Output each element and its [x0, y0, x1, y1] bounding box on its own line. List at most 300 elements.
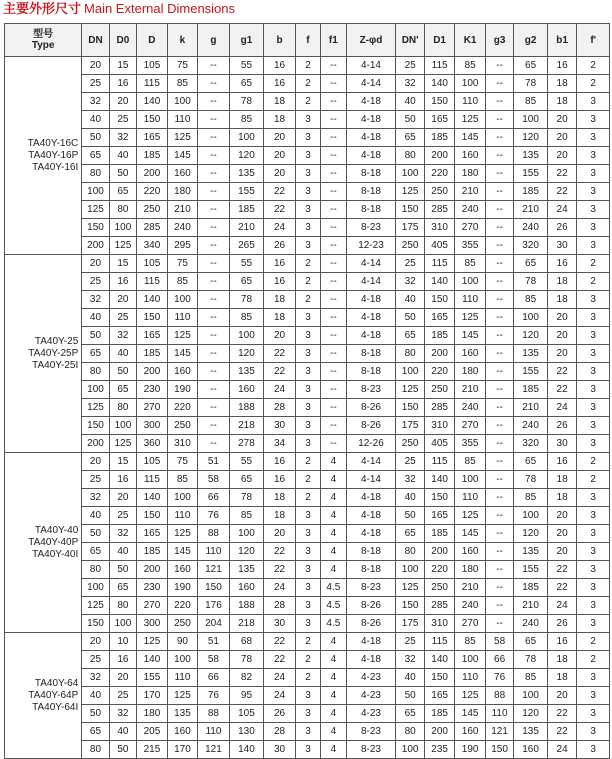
table-cell: 220 [424, 363, 455, 381]
table-cell: 145 [455, 525, 486, 543]
table-row [5, 741, 610, 759]
table-cell: 32 [396, 75, 424, 93]
table-cell: 165 [424, 111, 455, 129]
table-cell: 65 [229, 273, 264, 291]
table-cell: -- [485, 399, 513, 417]
table-cell: 180 [455, 561, 486, 579]
table-cell: -- [198, 183, 230, 201]
table-cell: 20 [264, 525, 296, 543]
table-cell: 135 [514, 723, 548, 741]
table-cell: 4-18 [346, 291, 396, 309]
table-cell: 66 [198, 669, 230, 687]
table-cell: 16 [109, 651, 136, 669]
table-cell: 188 [229, 399, 264, 417]
table-cell: 3 [295, 381, 320, 399]
table-cell: 4 [321, 507, 346, 525]
table-cell: 4.5 [321, 597, 346, 615]
table-cell: 140 [424, 471, 455, 489]
table-cell: 80 [82, 561, 109, 579]
table-cell: 2 [295, 669, 320, 687]
table-cell: -- [321, 219, 346, 237]
table-cell: 4.5 [321, 579, 346, 597]
table-cell: -- [198, 399, 230, 417]
table-cell: 3 [577, 129, 610, 147]
table-cell: 4 [321, 741, 346, 759]
table-cell: 190 [455, 741, 486, 759]
table-cell: 105 [137, 453, 168, 471]
table-cell: 32 [82, 669, 109, 687]
table-cell: 20 [82, 453, 109, 471]
table-cell: 65 [396, 327, 424, 345]
table-cell: 40 [82, 309, 109, 327]
table-cell: 250 [396, 237, 424, 255]
table-cell: 51 [198, 453, 230, 471]
table-cell: -- [485, 291, 513, 309]
table-cell: 40 [109, 345, 136, 363]
table-cell: 3 [577, 435, 610, 453]
table-cell: 4 [321, 471, 346, 489]
table-cell: -- [321, 381, 346, 399]
table-row [5, 705, 610, 723]
table-row [5, 75, 610, 93]
table-cell: 30 [547, 435, 576, 453]
table-cell: -- [198, 363, 230, 381]
table-cell: 270 [137, 597, 168, 615]
col-header: f1 [321, 24, 346, 57]
table-cell: 140 [137, 291, 168, 309]
table-cell: 80 [82, 363, 109, 381]
table-cell: 170 [137, 687, 168, 705]
table-cell: 2 [295, 255, 320, 273]
table-cell: 155 [229, 183, 264, 201]
table-row [5, 147, 610, 165]
table-cell: 78 [514, 273, 548, 291]
table-body [5, 57, 610, 759]
table-cell: 26 [547, 417, 576, 435]
table-cell: 100 [82, 183, 109, 201]
table-row [5, 273, 610, 291]
table-cell: 4-23 [346, 687, 396, 705]
table-cell: 160 [229, 579, 264, 597]
table-cell: 4-18 [346, 309, 396, 327]
table-cell: 4-23 [346, 705, 396, 723]
table-cell: -- [485, 597, 513, 615]
table-cell: 100 [109, 417, 136, 435]
table-cell: 150 [396, 597, 424, 615]
table-cell: 8-18 [346, 183, 396, 201]
table-cell: 3 [577, 165, 610, 183]
table-cell: 85 [167, 471, 198, 489]
table-cell: -- [485, 543, 513, 561]
model-group-cell [5, 633, 82, 759]
table-row [5, 471, 610, 489]
table-cell: 185 [514, 381, 548, 399]
table-cell: 3 [295, 741, 320, 759]
table-cell: 85 [514, 93, 548, 111]
table-cell: 25 [396, 453, 424, 471]
table-cell: 100 [396, 741, 424, 759]
table-cell: 285 [424, 597, 455, 615]
table-cell: 50 [396, 507, 424, 525]
table-cell: 3 [577, 345, 610, 363]
table-cell: 2 [295, 273, 320, 291]
table-cell: 4-18 [346, 111, 396, 129]
table-cell: 24 [264, 687, 296, 705]
table-cell: 25 [82, 651, 109, 669]
table-cell: 320 [514, 435, 548, 453]
table-cell: 100 [455, 75, 486, 93]
table-cell: 8-18 [346, 561, 396, 579]
table-cell: 3 [577, 381, 610, 399]
table-cell: -- [198, 381, 230, 399]
table-cell: -- [485, 435, 513, 453]
table-cell: 50 [82, 129, 109, 147]
table-cell: 3 [295, 147, 320, 165]
table-cell: 205 [137, 723, 168, 741]
table-cell: -- [198, 345, 230, 363]
table-cell: 250 [396, 435, 424, 453]
table-cell: 30 [264, 615, 296, 633]
table-cell: 3 [577, 237, 610, 255]
table-cell: 130 [229, 723, 264, 741]
table-cell: 160 [455, 543, 486, 561]
table-cell: 100 [396, 561, 424, 579]
table-row [5, 129, 610, 147]
table-cell: 25 [82, 75, 109, 93]
table-cell: 24 [264, 381, 296, 399]
table-cell: 240 [455, 201, 486, 219]
table-cell: 105 [137, 255, 168, 273]
model-name: TA40Y-25I [32, 359, 79, 371]
type-header [5, 24, 82, 57]
table-cell: -- [485, 111, 513, 129]
table-cell: 4 [321, 543, 346, 561]
table-cell: 65 [82, 147, 109, 165]
table-cell: 4-14 [346, 255, 396, 273]
table-row [5, 165, 610, 183]
table-cell: 26 [264, 705, 296, 723]
table-cell: 34 [264, 435, 296, 453]
table-cell: 185 [137, 543, 168, 561]
table-cell: 40 [82, 507, 109, 525]
table-cell: 80 [109, 399, 136, 417]
table-cell: 235 [424, 741, 455, 759]
table-cell: 20 [82, 57, 109, 75]
table-cell: -- [321, 57, 346, 75]
model-name: TA40Y-25 [34, 335, 79, 347]
table-cell: 16 [547, 255, 576, 273]
table-cell: 145 [167, 147, 198, 165]
table-cell: -- [198, 219, 230, 237]
table-cell: -- [485, 363, 513, 381]
table-cell: 300 [137, 615, 168, 633]
dimensions-table [4, 23, 610, 759]
table-cell: -- [485, 201, 513, 219]
table-cell: 140 [424, 75, 455, 93]
table-cell: 180 [167, 183, 198, 201]
table-cell: 185 [137, 147, 168, 165]
table-cell: 4 [321, 453, 346, 471]
table-cell: 110 [485, 705, 513, 723]
table-row [5, 669, 610, 687]
table-cell: 22 [547, 579, 576, 597]
model-name: TA40Y-64 [34, 677, 79, 689]
table-cell: 4 [321, 723, 346, 741]
table-cell: 3 [577, 363, 610, 381]
table-cell: 3 [295, 723, 320, 741]
table-cell: 16 [264, 57, 296, 75]
table-cell: 85 [514, 669, 548, 687]
table-cell: 20 [547, 543, 576, 561]
table-cell: 165 [137, 129, 168, 147]
page-title [3, 0, 235, 18]
table-cell: 18 [264, 309, 296, 327]
table-cell: 110 [455, 489, 486, 507]
table-cell: 4-23 [346, 669, 396, 687]
table-cell: 115 [137, 273, 168, 291]
table-cell: 160 [167, 723, 198, 741]
table-cell: 125 [167, 129, 198, 147]
table-cell: 110 [455, 291, 486, 309]
table-cell: 65 [109, 381, 136, 399]
table-cell: 4 [321, 633, 346, 651]
table-row [5, 93, 610, 111]
table-cell: 22 [547, 705, 576, 723]
table-cell: 3 [295, 237, 320, 255]
table-cell: 110 [198, 543, 230, 561]
table-cell: 310 [167, 435, 198, 453]
table-cell: 16 [109, 273, 136, 291]
table-row [5, 525, 610, 543]
table-cell: 175 [396, 219, 424, 237]
table-cell: 200 [82, 435, 109, 453]
title-english: Main External Dimensions [84, 1, 236, 16]
model-name: TA40Y-64P [28, 689, 79, 701]
table-cell: 140 [229, 741, 264, 759]
table-cell: 3 [577, 93, 610, 111]
table-row [5, 345, 610, 363]
table-cell: 4 [321, 687, 346, 705]
table-cell: 185 [424, 327, 455, 345]
table-cell: 285 [137, 219, 168, 237]
table-cell: 88 [198, 525, 230, 543]
table-cell: 3 [295, 579, 320, 597]
table-cell: 100 [167, 93, 198, 111]
table-cell: 15 [109, 57, 136, 75]
table-cell: 220 [424, 561, 455, 579]
table-cell: 3 [295, 615, 320, 633]
table-cell: 180 [455, 363, 486, 381]
table-cell: 220 [137, 183, 168, 201]
table-cell: 65 [109, 183, 136, 201]
table-cell: 176 [198, 597, 230, 615]
table-cell: 75 [167, 57, 198, 75]
table-cell: 25 [109, 507, 136, 525]
table-cell: 25 [396, 255, 424, 273]
table-cell: 150 [424, 93, 455, 111]
table-cell: 3 [295, 165, 320, 183]
table-cell: 22 [547, 183, 576, 201]
table-cell: 4-18 [346, 147, 396, 165]
table-cell: 190 [167, 579, 198, 597]
table-cell: 18 [547, 471, 576, 489]
table-cell: 125 [455, 111, 486, 129]
table-cell: -- [198, 255, 230, 273]
table-cell: -- [198, 273, 230, 291]
model-group-cell [5, 255, 82, 453]
table-cell: -- [485, 453, 513, 471]
table-cell: -- [198, 327, 230, 345]
table-cell: 22 [547, 561, 576, 579]
table-cell: -- [321, 399, 346, 417]
table-cell: 100 [514, 111, 548, 129]
table-cell: 4-18 [346, 633, 396, 651]
table-cell: 25 [396, 633, 424, 651]
table-cell: -- [321, 435, 346, 453]
table-cell: 65 [396, 129, 424, 147]
table-cell: 51 [198, 633, 230, 651]
table-row [5, 327, 610, 345]
table-cell: 3 [577, 183, 610, 201]
table-cell: 16 [109, 471, 136, 489]
table-cell: 125 [396, 183, 424, 201]
table-cell: 3 [295, 219, 320, 237]
table-row [5, 201, 610, 219]
table-cell: 3 [295, 201, 320, 219]
table-cell: -- [321, 363, 346, 381]
table-cell: 8-26 [346, 597, 396, 615]
table-cell: 175 [396, 417, 424, 435]
table-cell: 4 [321, 669, 346, 687]
table-cell: 58 [198, 651, 230, 669]
table-cell: 360 [137, 435, 168, 453]
table-cell: 78 [229, 489, 264, 507]
table-cell: 25 [109, 309, 136, 327]
model-name: TA40Y-40 [34, 524, 79, 536]
table-cell: 8-18 [346, 345, 396, 363]
table-row [5, 543, 610, 561]
table-cell: -- [198, 75, 230, 93]
title-chinese: 主要外形尺寸 [3, 2, 82, 17]
table-cell: 210 [167, 201, 198, 219]
table-cell: 100 [229, 525, 264, 543]
table-cell: -- [485, 183, 513, 201]
table-cell: 18 [264, 507, 296, 525]
table-cell: 85 [167, 273, 198, 291]
table-cell: 145 [167, 543, 198, 561]
table-cell: -- [485, 525, 513, 543]
table-row [5, 687, 610, 705]
table-cell: 140 [137, 93, 168, 111]
table-cell: 120 [229, 147, 264, 165]
table-cell: 88 [198, 705, 230, 723]
table-row [5, 255, 610, 273]
col-header: g2 [514, 24, 548, 57]
table-cell: 22 [547, 363, 576, 381]
table-cell: -- [198, 147, 230, 165]
table-cell: 32 [396, 651, 424, 669]
table-cell: 18 [547, 291, 576, 309]
table-cell: 100 [514, 507, 548, 525]
table-cell: -- [321, 93, 346, 111]
table-cell: 4-14 [346, 453, 396, 471]
table-cell: 24 [547, 741, 576, 759]
table-cell: 100 [229, 129, 264, 147]
table-cell: 100 [82, 381, 109, 399]
table-cell: 250 [424, 579, 455, 597]
table-row [5, 57, 610, 75]
table-cell: 185 [424, 525, 455, 543]
table-cell: 25 [396, 57, 424, 75]
table-cell: 32 [396, 471, 424, 489]
table-cell: 80 [396, 345, 424, 363]
table-cell: 22 [547, 723, 576, 741]
table-cell: 125 [167, 327, 198, 345]
table-cell: 3 [577, 201, 610, 219]
table-cell: 58 [198, 471, 230, 489]
table-cell: 210 [514, 597, 548, 615]
table-cell: 24 [264, 669, 296, 687]
col-header: k [167, 24, 198, 57]
table-cell: 80 [82, 741, 109, 759]
table-cell: 76 [198, 507, 230, 525]
table-cell: 165 [424, 309, 455, 327]
table-cell: 28 [264, 723, 296, 741]
table-cell: 155 [137, 669, 168, 687]
table-cell: 4-18 [346, 129, 396, 147]
table-cell: 3 [577, 489, 610, 507]
table-cell: 250 [424, 381, 455, 399]
table-cell: 88 [485, 687, 513, 705]
table-cell: 8-18 [346, 165, 396, 183]
table-row [5, 309, 610, 327]
table-cell: 4-14 [346, 57, 396, 75]
table-cell: 26 [547, 219, 576, 237]
table-cell: 85 [455, 453, 486, 471]
table-cell: 50 [82, 525, 109, 543]
table-cell: 110 [167, 507, 198, 525]
table-cell: -- [198, 57, 230, 75]
table-cell: 25 [82, 471, 109, 489]
table-cell: 18 [264, 291, 296, 309]
table-cell: 125 [396, 579, 424, 597]
table-cell: 4-18 [346, 507, 396, 525]
table-cell: 80 [109, 201, 136, 219]
type-header-en: Type [31, 40, 55, 51]
table-cell: 68 [229, 633, 264, 651]
table-cell: 55 [229, 57, 264, 75]
table-cell: 25 [109, 687, 136, 705]
table-cell: 250 [167, 615, 198, 633]
table-cell: 125 [396, 381, 424, 399]
table-cell: 300 [137, 417, 168, 435]
table-cell: 20 [264, 165, 296, 183]
model-group-cell [5, 453, 82, 633]
table-cell: 3 [295, 525, 320, 543]
table-cell: 210 [514, 201, 548, 219]
table-cell: 4-18 [346, 327, 396, 345]
table-cell: 405 [424, 435, 455, 453]
table-cell: 22 [264, 543, 296, 561]
table-cell: 80 [109, 597, 136, 615]
table-cell: 100 [514, 309, 548, 327]
table-cell: 3 [577, 525, 610, 543]
table-cell: 66 [485, 651, 513, 669]
table-cell: -- [485, 147, 513, 165]
table-cell: 24 [547, 201, 576, 219]
table-cell: 155 [514, 165, 548, 183]
table-cell: 8-18 [346, 543, 396, 561]
